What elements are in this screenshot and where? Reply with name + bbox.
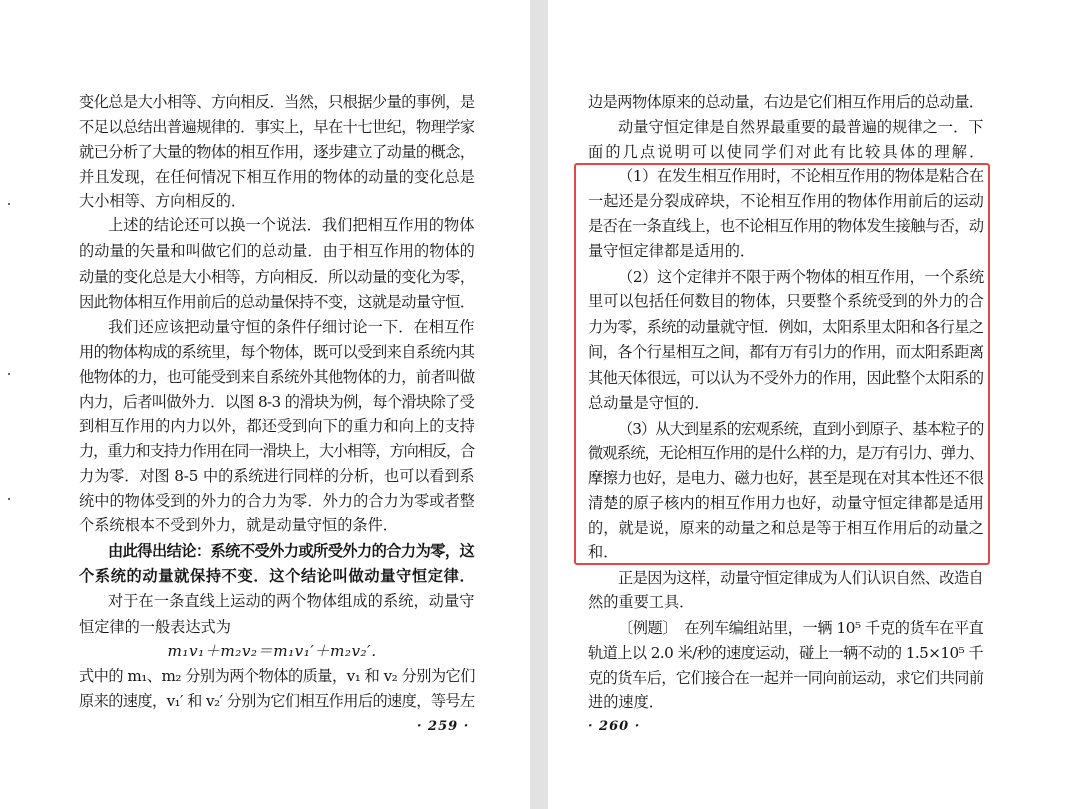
text-line: 〔例题〕 在列车编组站里，一辆 10⁵ 千克的货车在平直 xyxy=(618,619,984,637)
text-line: 清楚的原子核内的相互作用力也好，动量守恒定律都是适用 xyxy=(588,494,984,512)
text-line: 动量的变化总是大小相等，方向相反．所以动量的变化为零， xyxy=(79,268,475,286)
text-line: 面的几点说明可以使同学们对此有比较具体的理解． xyxy=(588,143,987,161)
page-number: · 260 · xyxy=(588,719,641,734)
text-line: 正是因为这样，动量守恒定律成为人们认识自然、改造自 xyxy=(618,569,984,587)
left-page xyxy=(0,0,530,809)
text-line: 轨道上以 2.0 米/秒的速度运动，碰上一辆不动的 1.5×10⁵ 千 xyxy=(588,644,984,662)
text-line: 因此物体相互作用前后的总动量保持不变，这就是动量守恒． xyxy=(79,293,475,311)
text-line: 微观系统，无论相互作用的是什么样的力，是万有引力、弹力、 xyxy=(588,444,984,462)
text-line: 不足以总结出普遍规律的．事实上，早在十七世纪，物理学家 xyxy=(79,118,475,136)
text-line: 量守恒定律都是适用的． xyxy=(588,242,756,260)
text-line: 一起还是分裂成碎块，不论相互作用的物体作用前后的运动 xyxy=(588,192,984,210)
text-line: 边是两物体原来的总动量，右边是它们相互作用后的总动量． xyxy=(588,93,984,111)
text-line: 力为零，系统的动量就守恒．例如，太阳系里太阳和各行星之 xyxy=(588,318,984,336)
scan-mark xyxy=(8,498,10,500)
text-line: 进的速度． xyxy=(588,693,664,711)
equation: m₁v₁＋m₂v₂＝m₁v₁′＋m₂v₂′． xyxy=(167,642,387,660)
text-line: 间，各个行星相互之间，都有万有引力的作用，而太阳系距离 xyxy=(588,343,984,361)
text-line: 力，重力和支持力作用在同一滑块上，大小相等，方向相反，合 xyxy=(79,442,475,460)
text-line: 我们还应该把动量守恒的条件仔细讨论一下．在相互作 xyxy=(108,318,475,336)
text-line: （1）在发生相互作用时，不论相互作用的物体是粘合在 xyxy=(618,167,984,185)
scan-mark xyxy=(8,373,10,375)
text-line: 就已分析了大量的物体的相互作用，逐步建立了动量的概念， xyxy=(79,143,475,161)
text-line: 变化总是大小相等、方向相反．当然，只根据少量的事例，是 xyxy=(79,93,475,111)
text-line: 到相互作用的内力以外，都还受到向下的重力和向上的支持 xyxy=(79,417,475,435)
text-line: 的动量的矢量和叫做它们的总动量．由于相互作用的物体的 xyxy=(79,242,475,260)
text-line: 总动量是守恒的． xyxy=(588,394,710,412)
scan-mark xyxy=(8,203,10,205)
text-line: 摩擦力也好，是电力、磁力也好，甚至是现在对其本性还不很 xyxy=(588,469,984,487)
page-number: · 259 · xyxy=(417,719,470,734)
highlight-box xyxy=(574,163,990,565)
text-line: 用的物体构成的系统里，每个物体，既可以受到来自系统内其 xyxy=(79,343,475,361)
text-line: 式中的 m₁、m₂ 分别为两个物体的质量，v₁ 和 v₂ 分别为它们 xyxy=(79,667,475,685)
text-line: 个系统根本不受到外力，就是动量守恒的条件． xyxy=(79,516,398,534)
text-line: 并且发现，在任何情况下相互作用的物体的动量的变化总是 xyxy=(79,168,475,186)
text-line: 对于在一条直线上运动的两个物体组成的系统，动量守 xyxy=(108,592,475,610)
text-line: 他物体的力，也可能受到来自系统外其他物体的力，前者叫做 xyxy=(79,368,475,386)
text-line: 个系统的动量就保持不变．这个结论叫做动量守恒定律． xyxy=(79,567,476,585)
text-line: 大小相等、方向相反的． xyxy=(79,192,247,210)
text-line: 恒定律的一般表达式为 xyxy=(79,618,231,636)
text-line: 其他天体很远，可以认为不受外力的作用，因此整个太阳系的 xyxy=(588,369,984,387)
text-line: 克的货车后，它们接合在一起并一同向前运动，求它们共同前 xyxy=(588,669,984,687)
text-line: （2）这个定律并不限于两个物体的相互作用，一个系统 xyxy=(618,268,984,286)
text-line: 然的重要工具． xyxy=(588,593,695,611)
text-line: 内力，后者叫做外力．以图 8-3 的滑块为例，每个滑块除了受 xyxy=(79,393,475,411)
text-line: 里可以包括任何数目的物体，只要整个系统受到的外力的合 xyxy=(588,292,984,310)
text-line: 和． xyxy=(588,543,619,561)
text-line: 力为零．对图 8-5 中的系统进行同样的分析，也可以看到系 xyxy=(79,467,475,485)
text-line: （3）从大到星系的宏观系统，直到小到原子、基本粒子的 xyxy=(618,420,984,438)
text-line: 由此得出结论：系统不受外力或所受外力的合力为零，这 xyxy=(108,542,475,560)
text-line: 的，就是说，原来的动量之和总是等于相互作用后的动量之 xyxy=(588,519,984,537)
text-line: 动量守恒定律是自然界最重要的最普遍的规律之一．下 xyxy=(618,118,984,136)
text-line: 统中的物体受到的外力的合力为零．外力的合力为零或者整 xyxy=(79,492,475,510)
text-line: 是否在一条直线上，也不论相互作用的物体发生接触与否，动 xyxy=(588,217,984,235)
text-line: 上述的结论还可以换一个说法．我们把相互作用的物体 xyxy=(108,216,475,234)
text-line: 原来的速度，v₁′ 和 v₂′ 分别为它们相互作用后的速度，等号左 xyxy=(79,692,475,710)
